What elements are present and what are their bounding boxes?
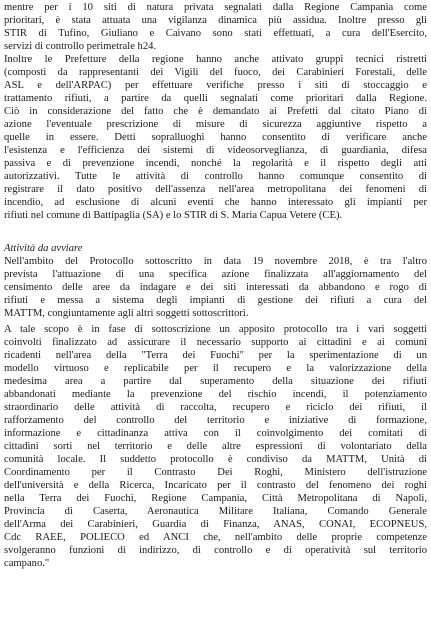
paragraph-line: autorizzativi. Tutte le attività di controllo hanno comunque consentito di <box>4 171 427 182</box>
paragraph-line: rifiuti nel comune di Battipaglia (SA) e lo STIR di S. Maria Capua Vetere (CE). <box>4 210 343 221</box>
paragraph-line: ASL e dell'ARPAC) per effettuare verifiche presso i siti di stoccaggio e <box>4 80 427 91</box>
paragraph-line: informazione e cittadinanza attiva con il coinvolgimento dei comitati di <box>4 428 427 439</box>
paragraph-line: prevista l'attuazione di una specifica azione finalizzata all'aggiornamento del <box>4 269 427 280</box>
paragraph-line: comunità locale. Il suddetto protocollo è condiviso da MATTM, Unità di <box>4 454 427 465</box>
paragraph-line: prioritari, è stata attuata una vigilanza dinamica più assidua. Inoltre presso gli <box>4 15 427 26</box>
paragraph-line: medesima area a partire dal superamento della situazione dei rifiuti <box>4 376 427 387</box>
paragraph-line: cittadini sorti nel territorio e delle altre espressioni di volontariato della <box>4 441 427 452</box>
paragraph-line: trattamento rifiuti, a partire da quelli segnalati come prioritari dalla Regione. <box>4 93 427 104</box>
paragraph-line: modello virtuoso e replicabile per il recupero e la valorizzazione della <box>4 363 427 374</box>
paragraph-line: nella Terra dei Fuochi, Regione Campania, Città Metropolitana di Napoli, <box>4 493 427 504</box>
paragraph-line: dell'Arma dei Carabinieri, Guardia di Finanza, ANAS, CONAI, ECOPNEUS, <box>4 519 427 530</box>
paragraph-line: campano." <box>4 558 50 569</box>
paragraph-line: Provincia di Caserta, Aeronautica Militare Italiana, Comando Generale <box>4 506 427 517</box>
paragraph-line: registrare il dato positivo dell'assenza nell'area metropolitana dei fenomeni di <box>4 184 427 195</box>
paragraph-line: straordinario delle attività di raccolta, recupero e riciclo dei rifiuti, il <box>4 402 427 413</box>
paragraph-line: servizi di controllo perimetrale h24. <box>4 41 157 52</box>
paragraph-line: l'esistenza e l'efficienza dei sistemi di videosorveglianza, di guardiania, difesa <box>4 145 427 156</box>
section-heading: Attività da avviare <box>4 243 83 254</box>
paragraph-line: abbandonati mediante la prevenzione del rischio incendi, il potenziamento <box>4 389 427 400</box>
paragraph-line: Cdc RAEE, POLIECO ed ANCI che, nell'ambito delle proprie competenze <box>4 532 427 543</box>
paragraph-line: mentre per i 10 siti di natura privata segnalati dalla Regione Campania come <box>4 2 427 13</box>
paragraph-line: ricadenti nell'area della "Terra dei Fuochi" per la sperimentazione di un <box>4 350 427 361</box>
paragraph-line: censimento delle aree da indagare e dei siti interessati da abbandono e rogo di <box>4 282 427 293</box>
paragraph-line: Nell'ambito del Protocollo sottoscritto in data 19 novembre 2018, è tra l'altro <box>4 256 427 267</box>
paragraph-line: Coordinamento per il Contrasto Dei Roghi, Ministero dell'istruzione <box>4 467 427 478</box>
paragraph-line: STIR di Tufino, Giuliano e Caivano sono stati effettuati, a cura dell'Esercito, <box>4 28 427 39</box>
paragraph-line: coinvolti finalizzato ad assicurare il necessario supporto ai cittadini e ai comuni <box>4 337 427 348</box>
paragraph-line: rifiuti e messa a sistema degli impianti di gestione dei rifiuti a cura del <box>4 295 427 306</box>
paragraph-line: incendio, ad esclusione di alcuni eventi che hanno interessato gli impianti per <box>4 197 427 208</box>
paragraph-line: azione l'eventuale prescrizione di misure di sicurezza aggiuntive rispetto a <box>4 119 427 130</box>
paragraph-line: quelle in essere. Detti sopralluoghi hanno consentito di verificare anche <box>4 132 427 143</box>
paragraph-line: A tale scopo è in fase di sottoscrizione un apposito protocollo tra i vari soggetti <box>4 324 427 335</box>
paragraph-line: dell'università e della Ricerca, Incaricato per il contrasto del fenomeno dei roghi <box>4 480 427 491</box>
paragraph-line: rafforzamento del controllo del territorio e iniziative di formazione, <box>4 415 427 426</box>
paragraph-line: MATTM, congiuntamente agli altri soggetti sottoscrittori. <box>4 308 249 319</box>
paragraph-line: Ciò in considerazione del fatto che è demandato ai Prefetti dal citato Piano di <box>4 106 427 117</box>
paragraph-line: passiva e di prevenzione incendi, nonché la regolarità e il rispetto degli atti <box>4 158 427 169</box>
paragraph-line: (composti da rappresentanti dei Vigili del fuoco, dei Carabinieri Forestali, delle <box>4 67 427 78</box>
paragraph-line: svolgeranno funzioni di indirizzo, di controllo e di operatività sul territorio <box>4 545 427 556</box>
paragraph-line: Inoltre le Prefetture della regione hanno anche attivato gruppi tecnici ristretti <box>4 54 427 65</box>
